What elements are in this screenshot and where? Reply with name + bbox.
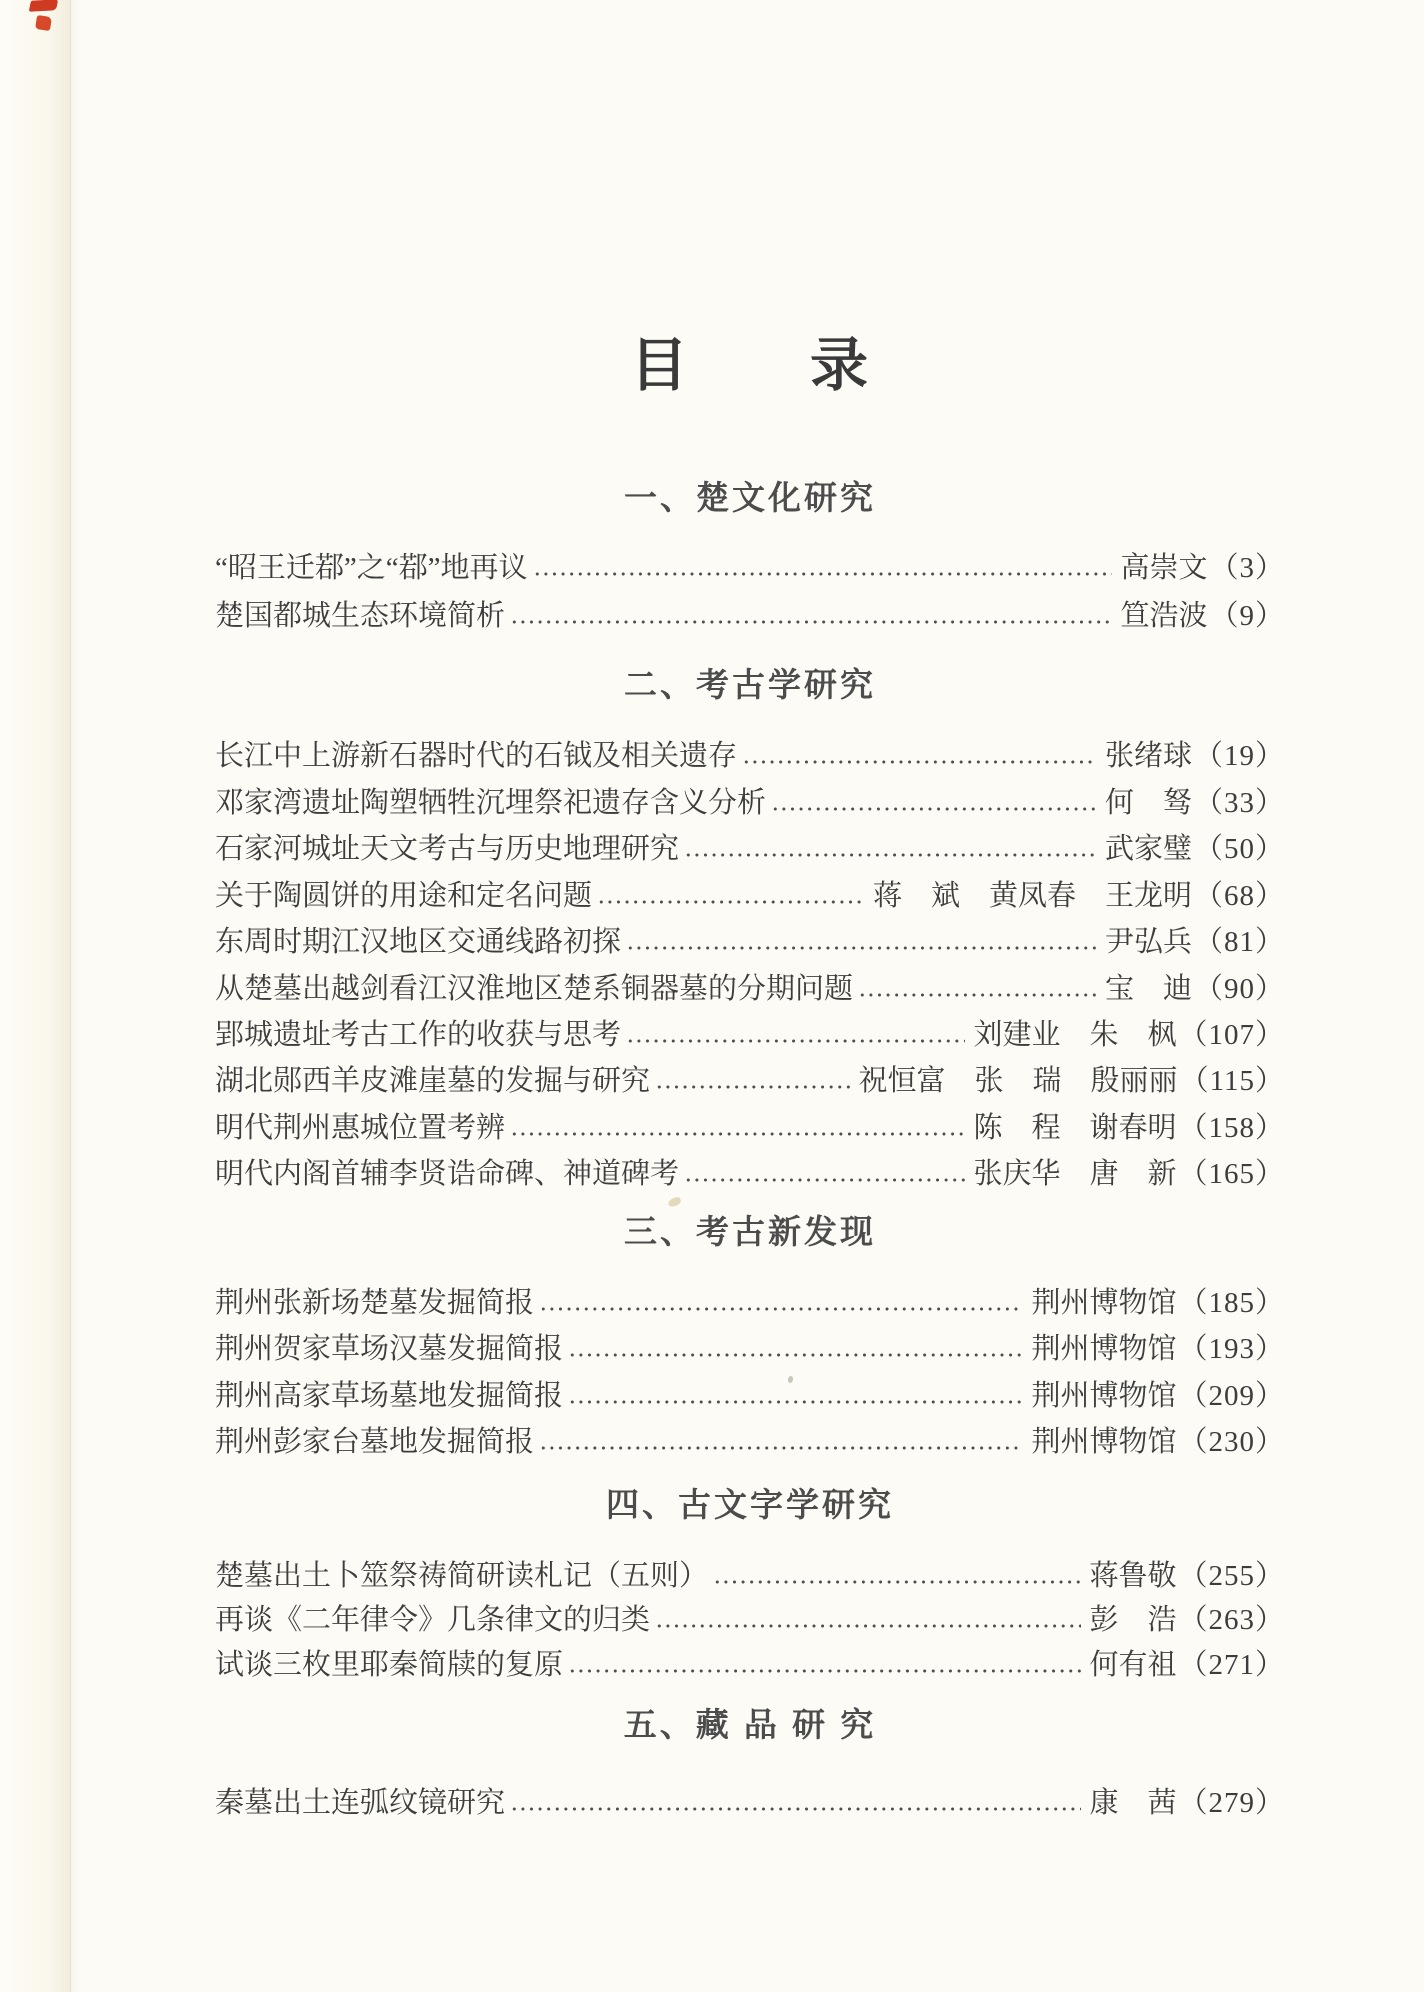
dot-leader [742, 738, 1097, 774]
dot-leader [626, 924, 1097, 960]
entry-authors: 荆州博物馆 [1031, 1426, 1177, 1458]
entry-authors: 宝 迪 [1104, 973, 1192, 1005]
dot-leader [597, 878, 865, 914]
entry-title: 秦墓出土连弧纹镜研究 [215, 1787, 506, 1819]
entry-page: （263） [1178, 1604, 1285, 1636]
toc-entry [215, 738, 1285, 774]
entry-page: （158） [1178, 1112, 1285, 1144]
entry-page: （115） [1179, 1065, 1285, 1097]
dot-leader [655, 1602, 1081, 1638]
toc-entry [215, 971, 1285, 1007]
toc-entry [215, 1331, 1285, 1367]
entry-title: 关于陶圆饼的用途和定名问题 [215, 880, 593, 912]
entry-page: （3） [1209, 552, 1285, 584]
dot-leader [510, 598, 1112, 634]
dot-leader [684, 1156, 965, 1192]
dot-leader [568, 1331, 1023, 1367]
toc-entry [215, 1424, 1285, 1460]
entry-title: 从楚墓出越剑看江汉淮地区楚系铜器墓的分期问题 [215, 973, 854, 1005]
page-left-edge [0, 0, 71, 1992]
toc-entry [215, 1558, 1285, 1594]
entry-authors: 高崇文 [1120, 552, 1208, 584]
entry-title: 郢城遗址考古工作的收获与思考 [215, 1019, 622, 1051]
entry-authors: 张庆华 唐 新 [973, 1158, 1177, 1190]
entry-page: （81） [1193, 926, 1285, 958]
entry-authors: 张绪球 [1104, 740, 1192, 772]
toc-entry [215, 1602, 1285, 1638]
toc-entry [215, 550, 1285, 586]
entry-title: 试谈三枚里耶秦简牍的复原 [215, 1649, 564, 1681]
entry-page: （209） [1178, 1380, 1285, 1412]
entry-authors: 荆州博物馆 [1031, 1380, 1177, 1412]
entry-authors: 武家璧 [1104, 833, 1192, 865]
section-heading-1: 一、楚文化研究 [624, 479, 876, 516]
red-ink-mark [35, 15, 52, 31]
toc-entry [215, 924, 1285, 960]
entry-authors: 蒋 斌 黄凤春 王龙明 [872, 880, 1192, 912]
toc-entry [215, 1378, 1285, 1414]
red-ink-mark [29, 0, 58, 12]
entry-page: （33） [1193, 787, 1285, 819]
entry-title: 荆州高家草场墓地发掘简报 [215, 1380, 564, 1412]
entry-authors: 何有祖 [1089, 1649, 1177, 1681]
entry-authors: 康 茜 [1089, 1787, 1177, 1819]
entry-title: 湖北郧西羊皮滩崖墓的发掘与研究 [215, 1065, 651, 1097]
toc-entry [215, 1285, 1285, 1321]
entry-title: 邓家湾遗址陶塑牺牲沉埋祭祀遗存含义分析 [215, 787, 767, 819]
dot-leader [655, 1063, 851, 1099]
entry-title: “昭王迁鄀”之“鄀”地再议 [215, 552, 528, 584]
dot-leader [539, 1424, 1023, 1460]
dot-leader [510, 1785, 1081, 1821]
entry-authors: 尹弘兵 [1104, 926, 1192, 958]
dot-leader [684, 831, 1097, 867]
entry-page: （193） [1178, 1333, 1285, 1365]
entry-title: 荆州贺家草场汉墓发掘简报 [215, 1333, 564, 1365]
entry-page: （255） [1178, 1560, 1285, 1592]
entry-authors: 笪浩波 [1120, 600, 1208, 632]
entry-page: （50） [1193, 833, 1285, 865]
toc-entry [215, 1785, 1285, 1821]
toc-entry [215, 1110, 1285, 1146]
entry-page: （107） [1178, 1019, 1285, 1051]
dot-leader [568, 1378, 1023, 1414]
entry-page: （230） [1178, 1426, 1285, 1458]
toc-entry [215, 878, 1285, 914]
entry-title: 荆州张新场楚墓发掘简报 [215, 1287, 535, 1319]
dot-leader [771, 785, 1097, 821]
section-heading-3: 三、考古新发现 [624, 1213, 876, 1250]
entry-title: 明代荆州惠城位置考辨 [215, 1112, 506, 1144]
dot-leader [858, 971, 1097, 1007]
entry-title: 明代内阁首辅李贤诰命碑、神道碑考 [215, 1158, 680, 1190]
entry-authors: 刘建业 朱 枫 [973, 1019, 1177, 1051]
entry-authors: 荆州博物馆 [1031, 1333, 1177, 1365]
entry-page: （185） [1178, 1287, 1285, 1319]
dot-leader [510, 1110, 965, 1146]
entry-authors: 陈 程 谢春明 [973, 1112, 1177, 1144]
entry-page: （19） [1193, 740, 1285, 772]
entry-page: （9） [1209, 600, 1285, 632]
entry-authors: 彭 浩 [1089, 1604, 1177, 1636]
entry-authors: 蒋鲁敬 [1089, 1560, 1177, 1592]
toc-entry [215, 1017, 1285, 1053]
entry-title: 荆州彭家台墓地发掘简报 [215, 1426, 535, 1458]
dot-leader [626, 1017, 965, 1053]
entry-page: （279） [1178, 1787, 1285, 1819]
entry-title: 楚墓出土卜筮祭祷简研读札记（五则） [215, 1560, 709, 1592]
dot-leader [533, 550, 1113, 586]
entry-title: 长江中上游新石器时代的石钺及相关遗存 [215, 740, 738, 772]
toc-entry [215, 1063, 1285, 1099]
section-heading-4: 四、古文字学研究 [606, 1486, 894, 1523]
dot-leader [568, 1647, 1081, 1683]
toc-entry [215, 598, 1285, 634]
toc-entry [215, 831, 1285, 867]
dot-leader [539, 1285, 1023, 1321]
toc-entry [215, 1156, 1285, 1192]
page-title: 目 录 [629, 333, 870, 398]
entry-page: （271） [1178, 1649, 1285, 1681]
entry-title: 再谈《二年律令》几条律文的归类 [215, 1604, 651, 1636]
toc-entry [215, 785, 1285, 821]
entry-title: 石家河城址天文考古与历史地理研究 [215, 833, 680, 865]
entry-authors: 祝恒富 张 瑞 殷丽丽 [858, 1065, 1178, 1097]
dot-leader [713, 1558, 1081, 1594]
entry-page: （68） [1193, 880, 1285, 912]
entry-page: （165） [1178, 1158, 1285, 1190]
section-heading-5: 五、藏 品 研 究 [623, 1706, 877, 1743]
toc-entry [215, 1647, 1285, 1683]
entry-page: （90） [1193, 973, 1285, 1005]
toc-page [215, 0, 1285, 1821]
entry-authors: 何 驽 [1104, 787, 1192, 819]
page-gutter-shadow [71, 0, 81, 1992]
entry-title: 楚国都城生态环境简析 [215, 600, 506, 632]
entry-authors: 荆州博物馆 [1031, 1287, 1177, 1319]
section-heading-2: 二、考古学研究 [624, 666, 876, 703]
entry-title: 东周时期江汉地区交通线路初探 [215, 926, 622, 958]
